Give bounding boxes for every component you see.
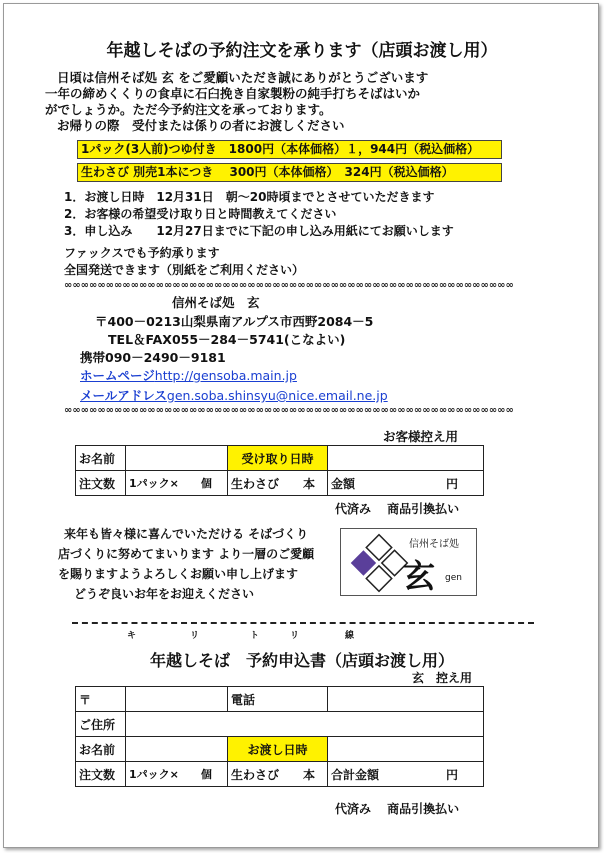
name-field-2[interactable] [126, 737, 228, 762]
dotted-separator: ∞∞∞∞∞∞∞∞∞∞∞∞∞∞∞∞∞∞∞∞∞∞∞∞∞∞∞∞∞∞∞∞∞∞∞∞∞∞∞∞∞∞∞∞∞∞∞∞∞∞∞∞∞∞ [64, 280, 514, 291]
dotted-separator-2: ∞∞∞∞∞∞∞∞∞∞∞∞∞∞∞∞∞∞∞∞∞∞∞∞∞∞∞∞∞∞∞∞∞∞∞∞∞∞∞∞∞∞∞∞∞∞∞∞∞∞∞∞∞∞ [64, 405, 514, 416]
pickup-label: 受け取り日時 [228, 446, 328, 471]
shop-mobile: 携帯090－2490－9181 [80, 350, 226, 365]
cut-label-4: リ [290, 631, 300, 641]
page-title: 年越しそばの予約注文を承ります（店頭お渡し用） [106, 41, 498, 61]
cut-label-2: リ [190, 631, 200, 641]
order-application-form [75, 686, 484, 787]
closing-line-4: どうぞ良いお年をお迎えください [74, 587, 255, 601]
address-label: ご住所 [76, 712, 126, 737]
email-label[interactable]: メールアドレス [80, 388, 167, 403]
customer-copy-footer: 代済み 商品引換払い [335, 502, 460, 516]
name-label: お名前 [76, 446, 126, 471]
name-field[interactable] [126, 446, 228, 471]
shop-logo [340, 528, 477, 596]
shop-address: 〒400－0213山梨県南アルプス市西野2084－5 [95, 314, 374, 329]
total-label: 合計金額 [331, 767, 380, 782]
cut-line [72, 622, 534, 624]
delivery-field[interactable] [328, 737, 484, 762]
email-link-row[interactable] [80, 386, 388, 404]
intro-line-4: お帰りの際 受付または係りの者にお渡しください [57, 118, 345, 133]
logo-gen-text: gen [445, 573, 462, 583]
diamond-logo-icon [349, 531, 409, 595]
cut-label-3: ト [250, 631, 260, 641]
email-address[interactable]: gen.soba.shinsyu@nice.email.ne.jp [166, 388, 388, 403]
customer-copy-label: お客様控え用 [383, 429, 459, 444]
customer-copy-form [75, 445, 484, 496]
total-yen: 円 [446, 767, 459, 782]
price-pack-box: 1パック(3人前)つゆ付き 1800円（本体価格）１，944円（税込価格） [77, 140, 502, 159]
phone-label: 電話 [228, 687, 328, 712]
name-label-2: お名前 [76, 737, 126, 762]
phone-field[interactable] [328, 687, 484, 712]
homepage-link-row[interactable] [80, 366, 297, 384]
postal-label: 〒 [76, 687, 126, 712]
shop-name: 信州そば処 玄 [172, 295, 260, 310]
amount-label: 金額 [331, 476, 356, 491]
intro-line-3: がでしょうか。ただ今予約注文を承っております。 [45, 102, 332, 117]
order-label-2: 注文数 [76, 762, 126, 787]
pickup-field[interactable] [328, 446, 484, 471]
homepage-url[interactable]: http://gensoba.main.jp [154, 368, 297, 383]
price-wasabi-box: 生わさび 別売1本につき 300円（本体価格） 324円（税込価格） [77, 163, 502, 182]
logo-top-text: 信州そば処 [409, 539, 459, 550]
shipping-note: 全国発送できます（別紙をご利用ください） [64, 263, 305, 277]
amount-yen: 円 [445, 476, 458, 491]
pack-qty-field-2[interactable]: 1パック× 個 [126, 762, 228, 787]
delivery-label: お渡し日時 [228, 737, 328, 762]
intro-line-1: 日頃は信州そば処 玄 をご愛顧いただき誠にありがとうございます [57, 70, 429, 85]
closing-line-3: を賜りますようよろしくお願い申し上げます [58, 567, 299, 581]
shop-tel: TEL＆FAX055－284－5741(こなよい) [108, 332, 346, 347]
intro-line-2: 一年の締めくくりの食卓に石臼挽き自家製粉の純手打ちそばはいか [45, 86, 421, 101]
shop-copy-label: 玄 控え用 [412, 671, 473, 685]
wasabi-qty-field[interactable]: 生わさび 本 [228, 471, 328, 496]
address-field[interactable] [126, 712, 484, 737]
logo-kanji: 玄 [403, 557, 436, 595]
homepage-label[interactable]: ホームページ [80, 368, 155, 383]
note-2: 2．お客様の希望受け取り日と時間教えてください [64, 207, 337, 221]
cut-label-5: 線 [345, 631, 355, 641]
note-1: 1．お渡し日時 12月31日 朝～20時頃までとさせていただきます [64, 190, 435, 204]
pack-qty-field[interactable]: 1パック× 個 [126, 471, 228, 496]
fax-note: ファックスでも予約承ります [64, 246, 220, 260]
order-form-title: 年越しそば 予約申込書（店頭お渡し用） [149, 651, 454, 670]
wasabi-qty-field-2[interactable]: 生わさび 本 [228, 762, 328, 787]
shop-copy-footer: 代済み 商品引換払い [335, 802, 460, 816]
amount-field[interactable] [328, 471, 484, 496]
note-3: 3．申し込み 12月27日までに下記の申し込み用紙にてお願いします [64, 224, 454, 238]
cut-label-1: キ [127, 631, 137, 641]
closing-line-1: 来年も皆々様に喜んでいただける そばづくり [64, 527, 309, 541]
order-label: 注文数 [76, 471, 126, 496]
closing-line-2: 店づくりに努めてまいります より一層のご愛顧 [58, 547, 315, 561]
total-field[interactable] [328, 762, 484, 787]
postal-field[interactable] [126, 687, 228, 712]
